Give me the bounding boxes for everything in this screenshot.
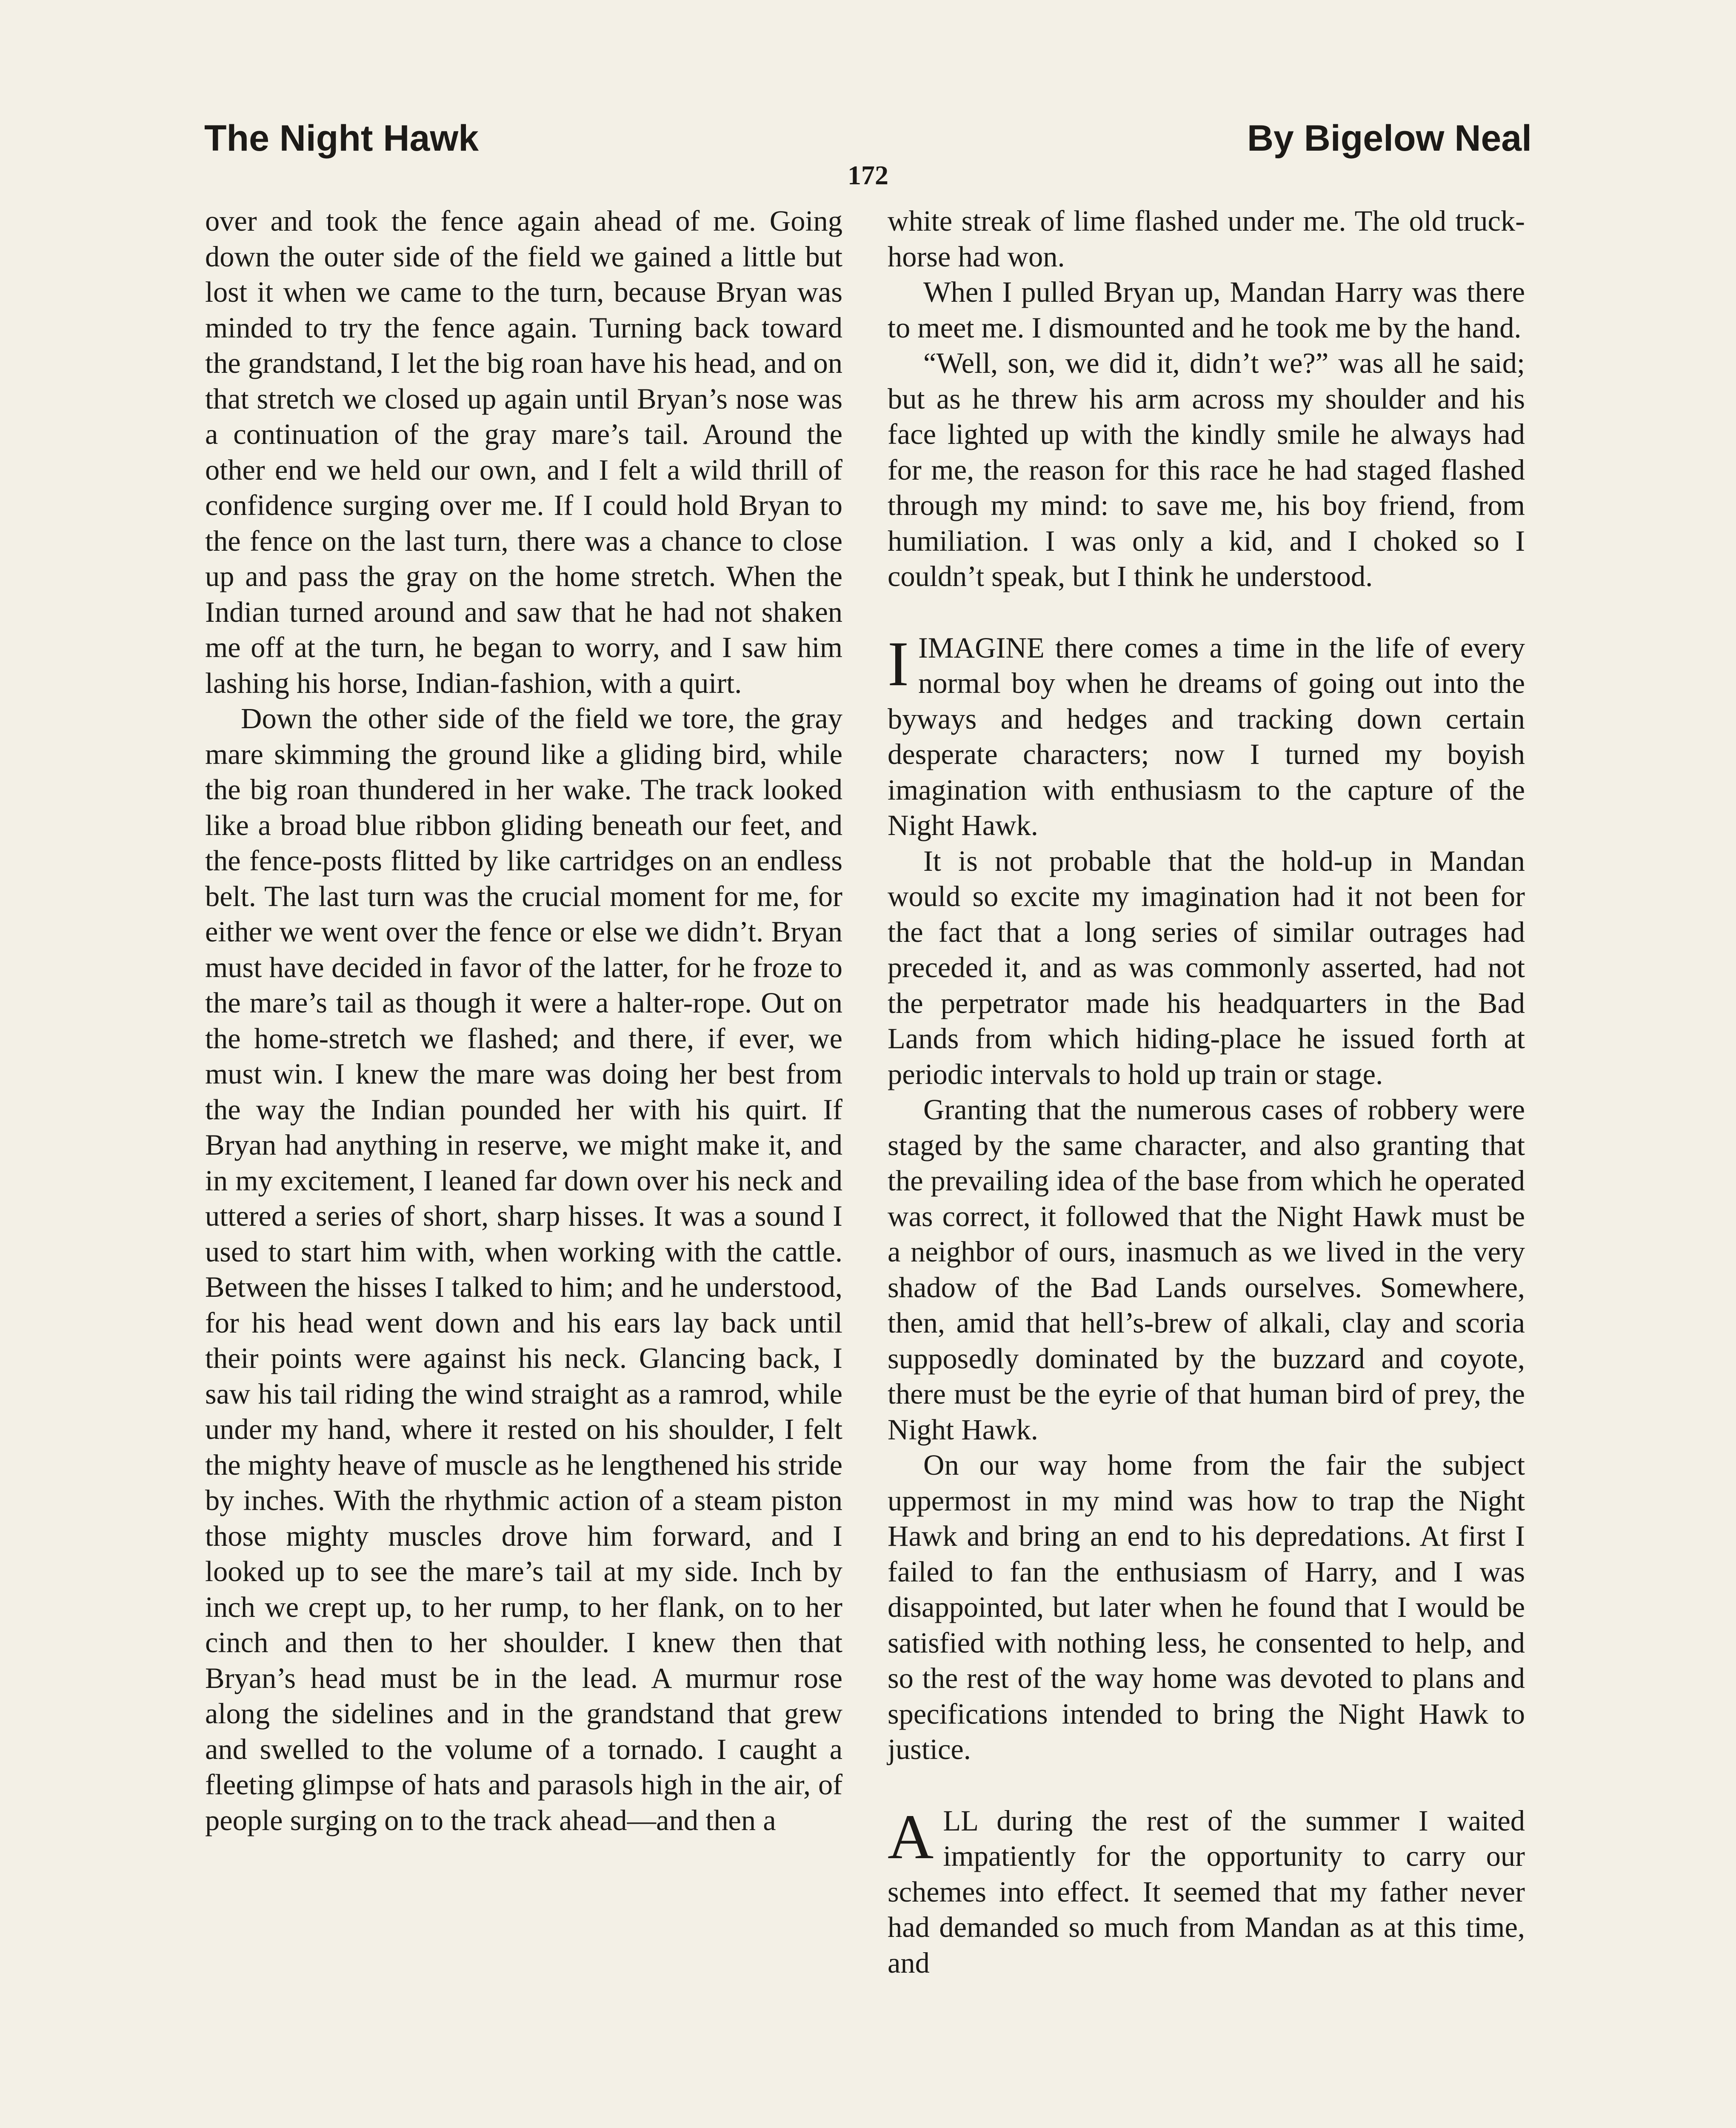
running-header (204, 113, 1532, 164)
right-column (888, 203, 1525, 1981)
section-paragraph (888, 1803, 1525, 1981)
author-byline: By Bigelow Neal (1247, 118, 1532, 159)
page-number: 172 (848, 160, 888, 190)
paragraph: It is not probable that the hold-up in Mandan would so excite my imagination had it not been for the fact that a long series of similar outrages had preceded it, and as was commonly asserted, had not the perpetrator made his headquarters in the Bad Lands from which hiding-place he issued forth at periodic intervals to hold up train or stage. (888, 844, 1525, 1090)
paragraph-text: IMAGINE there comes a time in the life of every normal boy when he dreams of going out into the byways and hedges and tracking down certain desperate characters; now I turned my boyish imagination with enthusiasm to the capture of the Night Hawk. (888, 631, 1525, 841)
drop-cap: I (888, 628, 909, 699)
paragraph: When I pulled Bryan up, Mandan Harry was there to meet me. I dismounted and he took me by the hand. (888, 276, 1525, 344)
paragraph: Granting that the numerous cases of robbery were staged by the same character, and also granting that the prevailing idea of the base from which he operated was correct, it followed that the Night Hawk must be a neighbor of ours, inasmuch as we lived in the very shadow of the Bad Lands ourselves. Somewhere, then, amid that hell’s-brew of alkali, clay and scoria supposedly dominated by the buzzard and coyote, there must be the eyrie of that human bird of prey, the Night Hawk. (888, 1093, 1525, 1446)
section-paragraph (888, 630, 1525, 844)
story-title: The Night Hawk (204, 118, 479, 159)
paragraph-text: LL during the rest of the summer I waited impatiently for the opportunity to carry our schemes into effect. It seemed that my father never had demanded so much from Mandan as at this time, and (888, 1804, 1525, 1979)
paragraph: On our way home from the fair the subject uppermost in my mind was how to trap the Night Hawk and bring an end to his depredations. At first I failed to fan the enthusiasm of Harry, and I was disappointed, but later when he found that I would be satisfied with nothing less, he consented to help, and so the rest of the way home was devoted to plans and specifications intended to bring the Night Hawk to justice. (888, 1449, 1525, 1765)
left-column (205, 203, 842, 1838)
paragraph: over and took the fence again ahead of me. Going down the outer side of the field we gained a little but lost it when we came to the turn, because Bryan was minded to try the fence again. Turning back toward the grandstand, I let the big roan have his head, and on that stretch we closed up again until Bryan’s nose was a continuation of the gray mare’s tail. Around the other end we held our own, and I felt a wild thrill of confidence surging over me. If I could hold Bryan to the fence on the last turn, there was a chance to close up and pass the gray on the home stretch. When the Indian turned around and saw that he had not shaken me off at the turn, he began to worry, and I saw him lashing his horse, Indian-fashion, with a quirt. (205, 205, 842, 699)
paragraph: “Well, son, we did it, didn’t we?” was all he said; but as he threw his arm across my shoulder and his face lighted up with the kindly smile he always had for me, the reason for this race he had staged flashed through my mind: to save me, his boy friend, from humiliation. I was only a kid, and I choked so I couldn’t speak, but I think he understood. (888, 347, 1525, 592)
paragraph: white streak of lime flashed under me. The old truck-horse had won. (888, 205, 1525, 273)
drop-cap: A (888, 1801, 934, 1872)
paragraph: Down the other side of the field we tore, the gray mare skimming the ground like a gliding bird, while the big roan thundered in her wake. The track looked like a broad blue ribbon gliding beneath our feet, and the fence-posts flitted by like cartridges on an endless belt. The last turn was the crucial moment for me, for either we went over the fence or else we didn’t. Bryan must have decided in favor of the latter, for he froze to the mare’s tail as though it were a halter-rope. Out on the home-stretch we flashed; and there, if ever, we must win. I knew the mare was doing her best from the way the Indian pounded her with his quirt. If Bryan had anything in reserve, we might make it, and in my excitement, I leaned far down over his neck and uttered a series of short, sharp hisses. It was a sound I used to start him with, when working with the cattle. Between the hisses I talked to him; and he understood, for his head went down and his ears lay back until their points were against his neck. Glancing back, I saw his tail riding the wind straight as a ramrod, while under my hand, where it rested on his shoulder, I felt the mighty heave of muscle as he lengthened his stride by inches. With the rhythmic action of a steam piston those mighty muscles drove him forward, and I looked up to see the mare’s tail at my side. Inch by inch we crept up, to her rump, to her flank, on to her cinch and then to her shoulder. I knew then that Bryan’s head must be in the lead. A murmur rose along the sidelines and in the grandstand that grew and swelled to the volume of a tornado. I caught a fleeting glimpse of hats and parasols high in the air, of people surging on to the track ahead—and then a (205, 702, 842, 1836)
